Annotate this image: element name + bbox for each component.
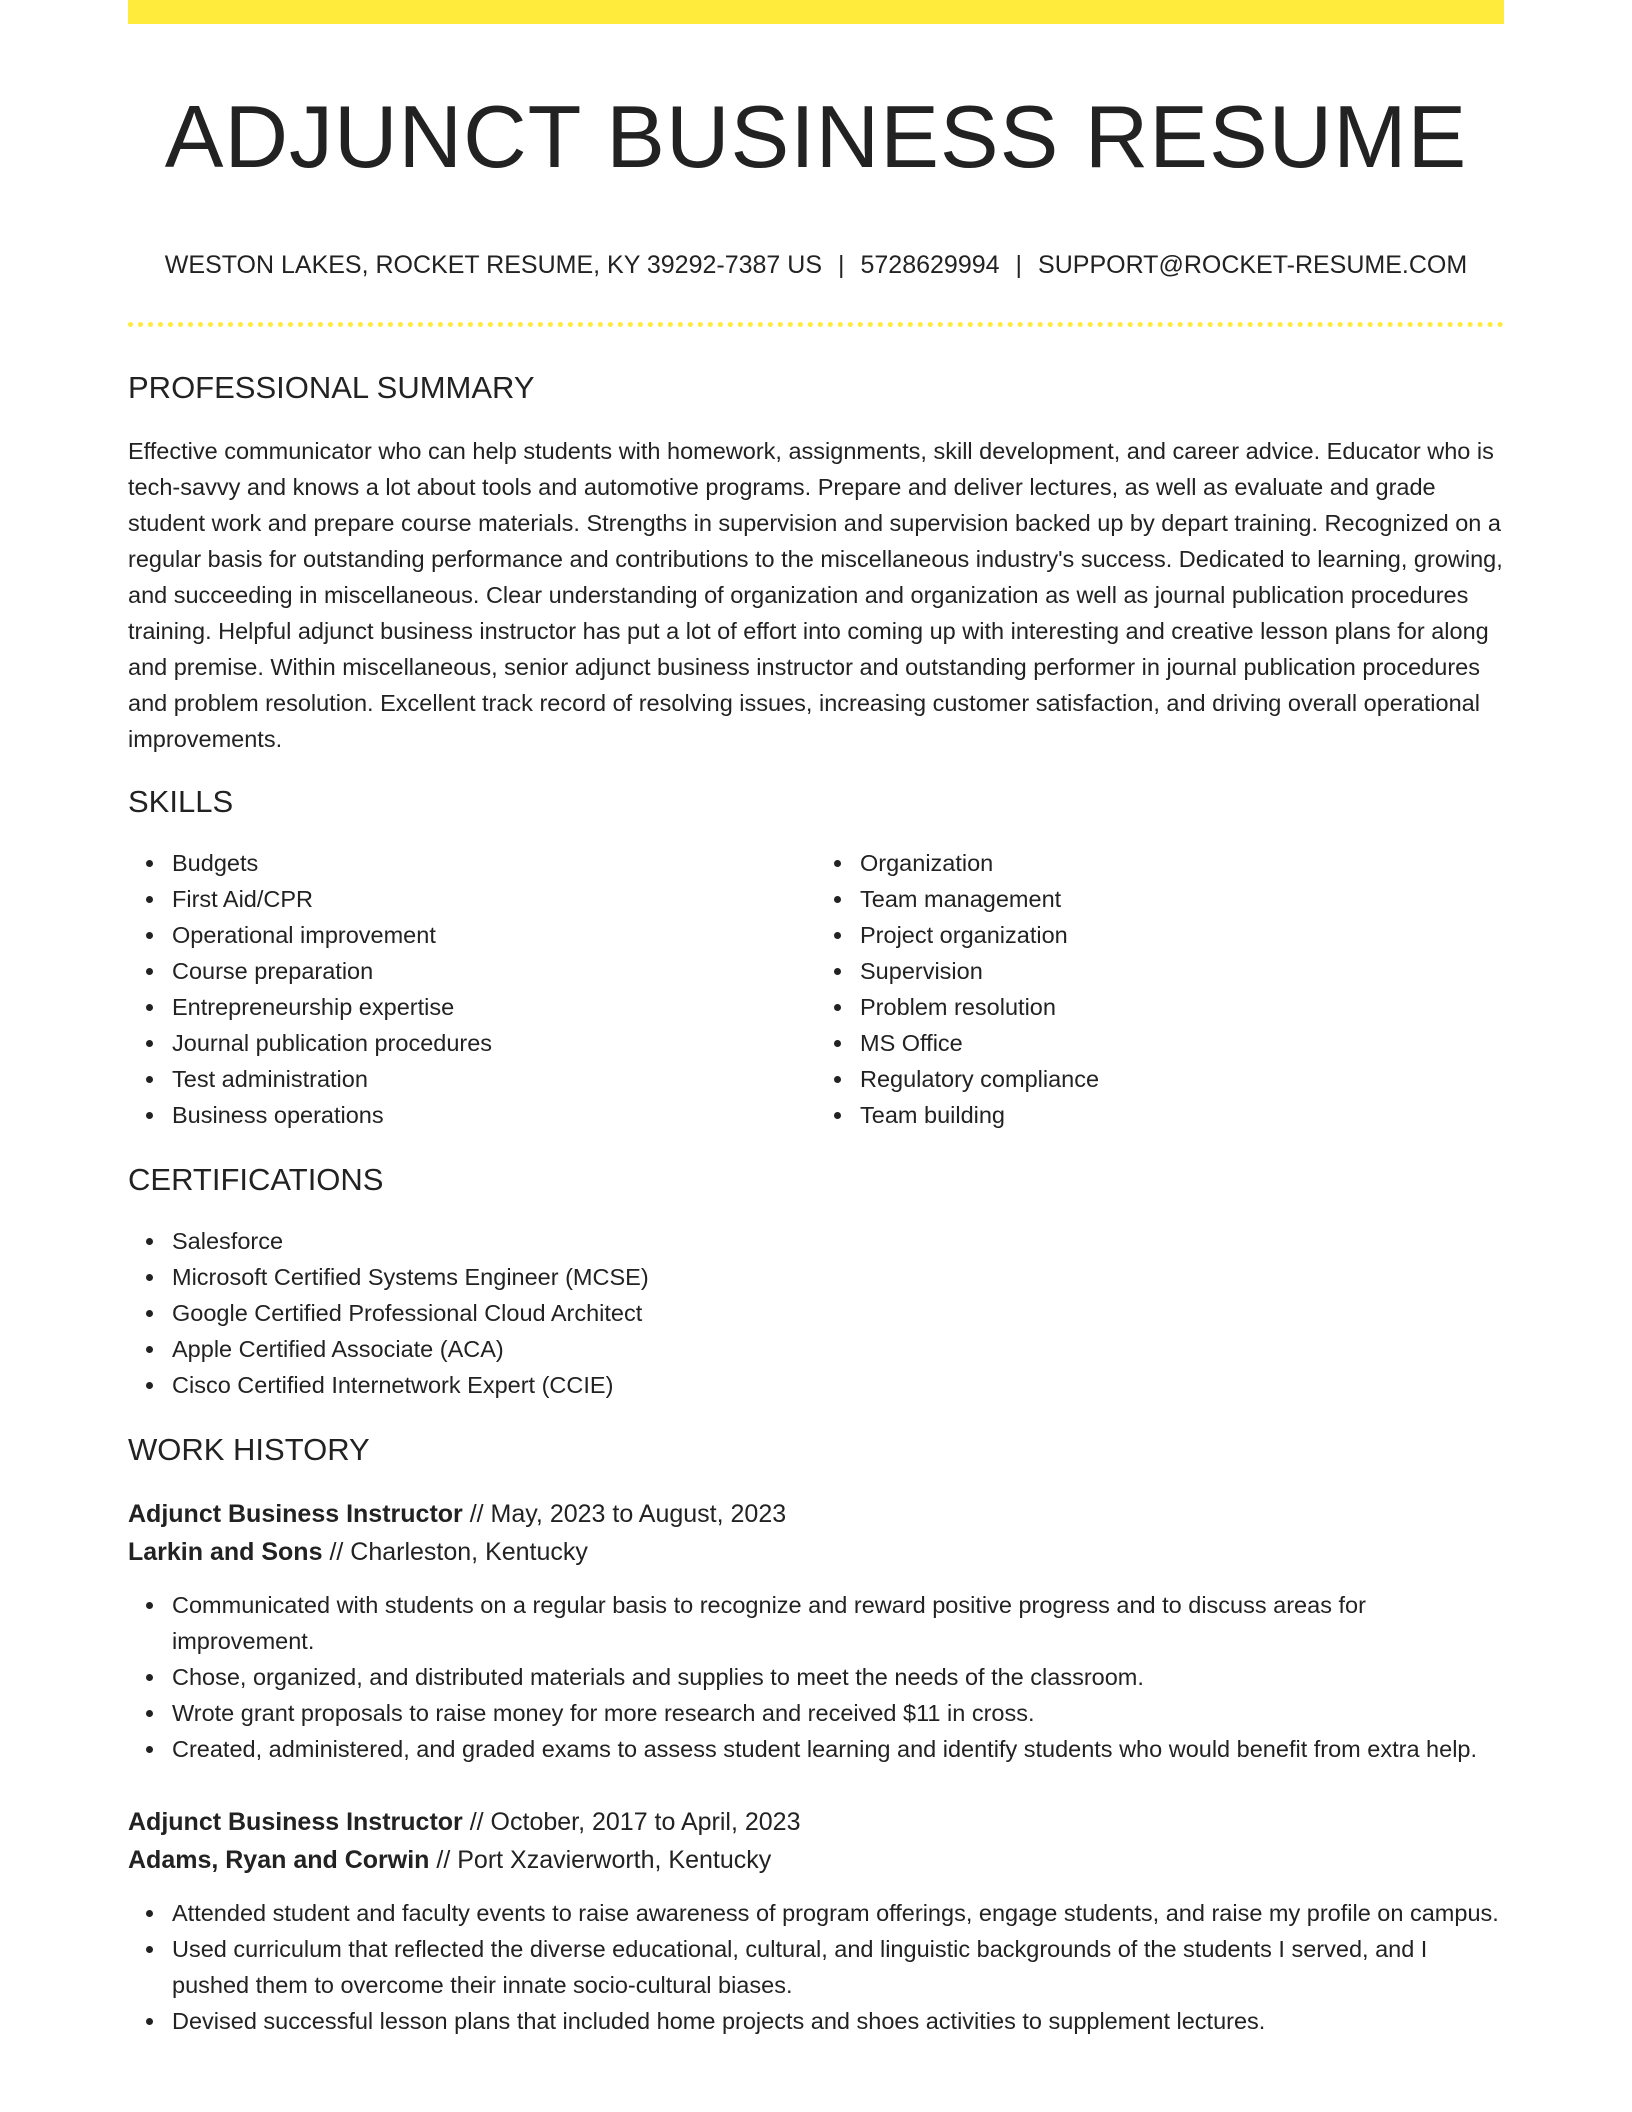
job-location: // Charleston, Kentucky [329,1537,588,1566]
skills-column-left [128,845,816,1133]
job-title: Adjunct Business Instructor [128,1807,463,1836]
skill-item: Test administration [172,1061,816,1097]
skill-item: Team building [860,1097,1504,1133]
job-bullet: Created, administered, and graded exams to assess student learning and identify students who would benefit from extra help. [172,1731,1504,1767]
work-history-heading: WORK HISTORY [128,1431,370,1467]
certification-item: Cisco Certified Internetwork Expert (CCIE) [172,1367,1504,1403]
job-bullet: Used curriculum that reflected the diverse educational, cultural, and linguistic backgrounds of the students I served, and I pushed them to overcome their innate socio-cultural biases. [172,1931,1504,2003]
contact-separator: | [838,250,845,279]
job-bullets [128,1895,1504,2039]
skill-item: Journal publication procedures [172,1025,816,1061]
resume-title: ADJUNCT BUSINESS RESUME [164,87,1468,186]
skills-heading: SKILLS [128,783,234,819]
contact-phone: 5728629994 [860,250,1000,279]
top-accent-bar [128,0,1504,24]
certifications-list [128,1223,1504,1403]
job-company: Adams, Ryan and Corwin [128,1845,430,1874]
certification-item: Google Certified Professional Cloud Architect [172,1295,1504,1331]
certification-item: Apple Certified Associate (ACA) [172,1331,1504,1367]
job-location: // Port Xzavierworth, Kentucky [436,1845,772,1874]
certifications-heading: CERTIFICATIONS [128,1161,384,1197]
skill-item: Course preparation [172,953,816,989]
skill-item: Entrepreneurship expertise [172,989,816,1025]
skill-item: First Aid/CPR [172,881,816,917]
contact-line [128,250,1504,280]
job-entry [128,1803,1504,2039]
job-title: Adjunct Business Instructor [128,1499,463,1528]
job-dates: // May, 2023 to August, 2023 [469,1499,787,1528]
summary-text: Effective communicator who can help students with homework, assignments, skill development, and career advice. Educator who is tech-savvy and knows a lot about tools and automotive programs. Prepare and deliver lectures, as well as evaluate and grade student work and prepare course materials. Strengths in supervision and supervision backed up by depart training. Recognized on a regular basis for outstanding performance and contributions to the miscellaneous industry's success. Dedicated to learning, growing, and succeeding in miscellaneous. Clear understanding of organization and organization as well as journal publication procedures training. Helpful adjunct business instructor has put a lot of effort into coming up with interesting and creative lesson plans for along and premise. Within miscellaneous, senior adjunct business instructor and outstanding performer in journal publication procedures and problem resolution. Excellent track record of resolving issues, increasing customer satisfaction, and driving overall operational improvements. [128,437,1503,752]
job-bullet: Devised successful lesson plans that included home projects and shoes activities to supplement lectures. [172,2003,1504,2039]
summary-heading: PROFESSIONAL SUMMARY [128,369,535,405]
skill-item: Business operations [172,1097,816,1133]
resume-page [128,0,1504,2039]
job-bullet: Chose, organized, and distributed materials and supplies to meet the needs of the classroom. [172,1659,1504,1695]
skill-item: Operational improvement [172,917,816,953]
skill-item: Project organization [860,917,1504,953]
contact-email: SUPPORT@ROCKET-RESUME.COM [1038,250,1468,279]
contact-separator: | [1015,250,1023,279]
job-bullet: Wrote grant proposals to raise money for more research and received $11 in cross. [172,1695,1504,1731]
certification-item: Microsoft Certified Systems Engineer (MCSE) [172,1259,1504,1295]
skill-item: Supervision [860,953,1504,989]
job-title-line [128,1803,1504,1841]
skill-item: Problem resolution [860,989,1504,1025]
certification-item: Salesforce [172,1223,1504,1259]
job-entry [128,1495,1504,1767]
job-company: Larkin and Sons [128,1537,323,1566]
skill-item: Team management [860,881,1504,917]
job-bullet: Communicated with students on a regular basis to recognize and reward positive progress and to discuss areas for improvement. [172,1587,1504,1659]
job-title-line [128,1495,1504,1533]
dotted-divider [128,322,1504,327]
job-dates: // October, 2017 to April, 2023 [469,1807,801,1836]
contact-address: WESTON LAKES, ROCKET RESUME, KY 39292-7387 US [164,250,822,279]
skill-item: MS Office [860,1025,1504,1061]
job-company-line [128,1841,1504,1879]
skills-list [128,845,1504,1133]
skills-column-right [816,845,1504,1133]
skill-item: Regulatory compliance [860,1061,1504,1097]
job-company-line [128,1533,1504,1571]
skill-item: Budgets [172,845,816,881]
job-bullet: Attended student and faculty events to raise awareness of program offerings, engage students, and raise my profile on campus. [172,1895,1504,1931]
job-bullets [128,1587,1504,1767]
skill-item: Organization [860,845,1504,881]
